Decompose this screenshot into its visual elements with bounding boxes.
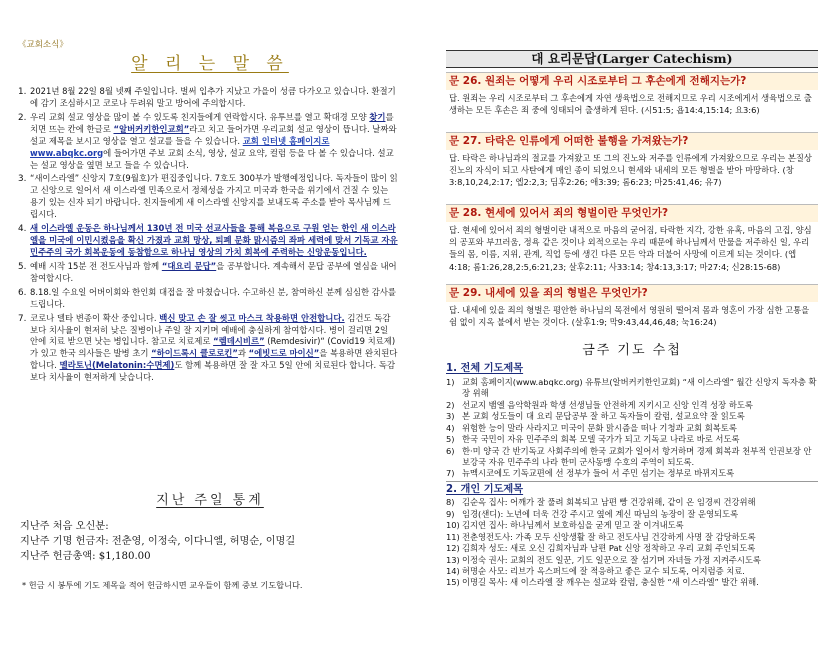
prayer-item: 9) 임경(샌디): 노년에 더욱 건강 주시고 옆에 계신 따님의 농장이 잘 운영되도록 (446, 508, 739, 519)
announcements-title: 알 리 는 말 씀 (131, 54, 289, 74)
stats-total: 지난주 헌금총액: $1,180.00 (20, 550, 151, 562)
stats-donors: 지난주 기명 헌금자: 전춘영, 이정숙, 이다니엘, 허명순, 이명길 (20, 535, 296, 547)
prayer-item: 13) 이정숙 권사: 교회의 전도 일꾼, 기도 일꾼으로 잘 섬기며 자녀들 가정 지켜주시도록 (446, 554, 761, 565)
announcement-item-7: 7. 코로나 델타 변종이 확산 중입니다. 백신 맞고 손 잘 씻고 마스크 착용하면 안전합니다. 김건도 독감보다 치사율이 현저히 낮은 질병이나 주일 잘 지키며 예배에 충실하게 참여합시다. 병이 걸리면 2일 안에 치료 받으면 낫는 병입니다. 참고로 치료제로 “렘데시비르” (Remdesivir)“ (Covid19 치료제)가 있고 한국 의사들은 발병 초기 “하이드록시 클로로킨”과 “에빗드로 마이신”을 복용하면 완치된다 합니다. 멜라토닌(Melatonin:수면제)도 함께 복용하면 잘 잘 자고 5일 안에 치료된다 합니다. 독감보다 치사율이 현저하게 낮습니다. (18, 312, 398, 383)
answer-26: 답. 원죄는 우리 시조로부터 그 후손에게 자연 생육법으로 전해지므로 우리 시조에게서 생육법으로 출생하는 모든 후손은 죄 중에 잉태되어 출생하게 된다. (시51:5; 욥14:4,15:14; 요3:6) (449, 92, 812, 116)
prayer-item: 15) 이명길 목사: 새 이스라엘 잘 깨우는 설교와 칼럼, 충실한 “새 이스라엘” 발간 위해. (446, 577, 759, 588)
prayer-item: 3) 본 교회 성도들이 대 요리 문답공부 잘 하고 독자들이 칼럼, 설교요약 잘 읽도록 (446, 411, 745, 422)
right-column (446, 50, 818, 640)
prayer-item: 12) 김희자 성도: 새로 오신 김희자님과 남편 Pat 신앙 정착하고 우리 교회 주인되도록 (446, 543, 756, 554)
catechism-qa-28 (446, 204, 818, 276)
group-prayer-list (446, 377, 818, 480)
question-26: 문 26. 원죄는 어떻게 우리 시조로부터 그 후손에게 전해지는가? (446, 72, 818, 90)
prayer-item: 8) 김순옥 집사: 어깨가 잘 풀려 회복되고 남편 빵 건강위해, 같이 온 임경씨 건강위해 (446, 497, 756, 508)
prayer-item: 14) 허명순 사모: 리브가 옥스퍼드에 잘 적응하고 좋은 교수 되도록, 어지럼증 치료. (446, 565, 745, 576)
question-29: 문 29. 내세에 있을 죄의 형벌은 무엇인가? (446, 284, 818, 302)
prayer-item: 1) 교회 홈페이지(www.abqkc.org) 유튜브(알버커키한인교회) “새 이스라엘” 월간 신앙지 독자층 확장 위해 (446, 376, 817, 399)
announcement-item-5: 5. 예배 시작 15분 전 전도사님과 함께 “대요리 문답”을 공부합니다. 계속해서 문답 공부에 열심을 내어 참여합시다. (18, 260, 397, 283)
catechism-qa-26 (446, 72, 818, 119)
answer-28: 답. 현세에 있어서 죄의 형벌이란 내적으로 마음의 굳어짐, 타락한 지각, 강한 유혹, 마음의 고집, 양심의 공포와 부끄러움, 정욕 같은 것이나 외적으로는 우리 때문에 하나님께서 만물을 저주하신 일, 우리들의 몸, 이름, 지위, 관계, 직업 등에 생긴 다른 모든 악과 더불어 사망에 이르게 되는 것이다. (엡4:18; 롬1:26,28,2:5,6:21,23; 살후2:11; 사33:14; 창4:13,3:17; 마27:4; 신28:15-68) (449, 224, 812, 272)
last-week-stats (20, 520, 295, 564)
prayer-item: 2) 선교지 뱀엘 음악학원과 학생 선생님들 안전하게 지키시고 신앙 인격 성장 하도록 (446, 399, 753, 410)
offering-footnote: * 헌금 시 봉투에 기도 제목을 적어 헌금하시면 교우들이 함께 중보 기도합니다. (22, 580, 303, 590)
group-prayer-title: 1. 전체 기도제목 (446, 363, 524, 375)
prayer-item: 11) 전춘영전도사: 가족 모두 신앙생활 잘 하고 전도사님 건강하게 사명 잘 감당하도록 (446, 531, 756, 542)
announcement-item-3: 3. “새이스라엘” 신앙지 7호(9월호)가 편집중입니다. 7호도 300부가 발행예정입니다. 독자들이 많이 읽고 신앙으로 일어서 새 이스라엘 민족으로서 정체성을 가지고 미국과 한국을 위기에서 건질 수 있는 용기 있는 신자 되기 바랍니다. 친지들에게 새 이스라엘 신앙지를 보내도록 주소를 받아 목사님께 드립시다. (18, 173, 398, 220)
stats-newcomers: 지난주 처음 오신분: (20, 521, 109, 532)
catechism-title: 대 요리문답(Larger Catechism) (446, 50, 818, 68)
church-homepage-link[interactable]: 교회 인터넷 홈페이지로 www.abqkc.org (30, 135, 330, 158)
prayer-item: 6) 한·미 양국 간 반기독교 사회주의에 한국 교회가 일어서 항거하며 경제 회복과 천부적 인권보장 안보강국 자유 민주주의 나라 한미 군사동맹 수호의 주역이 되도록. (446, 445, 812, 467)
personal-prayer-list (446, 497, 818, 589)
announcement-list (18, 86, 398, 386)
announcement-item-1: 1. 2021년 8월 22일 8월 넷째 주일입니다. 벌써 입추가 지났고 가을이 성큼 다가오고 있습니다. 환절기에 감기 조심하시고 코로나 두려워 말고 방어에 주의합시다. (18, 86, 396, 108)
question-27: 문 27. 타락은 인류에게 어떠한 불행을 가져왔는가? (446, 132, 818, 150)
announcement-item-4: 4. 새 이스라엘 운동은 하나님께서 130년 전 미국 선교사들을 통해 복음으로 구원 얻는 한인 새 이스라엘을 미국에 이민시켰음을 확신 가졌과 교회 망상, 퇴폐 문화 맑시즘의 좌파 세력에 맞서 기독교 자유 민주주의 국가 회복운동에 동참함으로 하나님 영상의 가치 회복에 주력하는 신앙운동입니다. (18, 223, 398, 257)
prayer-item: 7) 뉴멕시코에도 기독교편에 선 정부가 들어 서 주민 섬기는 정부로 바뀌지도록 (446, 468, 735, 479)
prayer-notebook-title: 금주 기도 수첩 (582, 343, 682, 358)
prayer-item: 4) 위험한 능이 말라 사라지고 미국이 문화 맑시즘을 떠나 기청과 교회 회복토록 (446, 422, 737, 433)
catechism-qa-29 (446, 284, 818, 331)
church-news-tag: 《교회소식》 (18, 40, 68, 50)
prayer-item: 10) 김지연 집사: 하나님께서 보호하심을 굳게 믿고 잘 이겨내도록 (446, 520, 684, 531)
catechism-qa-27 (446, 132, 818, 192)
prayer-item: 5) 한국 국민이 자유 민주주의 회복 모델 국가가 되고 기독교 나라로 바로 서도록 (446, 434, 740, 445)
announcement-item-6: 6. 8.18.일 수요일 어버이회와 한인회 대접을 잘 마쳤습니다. 수고하신 분, 참여하신 분께 심심한 감사를 드립니다. (18, 286, 397, 309)
announcement-item-2: 2. 우리 교회 설교 영상을 많이 볼 수 있도록 친지들에게 연락합시다. 유투브를 열고 확대경 모양 찾기를 치면 뜨는 칸에 한글로 “알버커키한인교회”라고 치고 들어가면 우리교회 설교 영상이 뜹니다. 날짜와 설교 제목을 보시고 영상을 열고 설교를 들을 수 있습니다. 교회 인터넷 홈페이지로 www.abqkc.org에 들어가면 주보 교회 소식, 영상, 설교 요약, 컬럼 등을 다 볼 수 있습니다. 설교는 설교 영상을 옆면 보고 들을 수 있습니다. (18, 111, 397, 170)
last-week-stats-title: 지난 주일 통계 (156, 493, 264, 508)
prayer-notebook (446, 342, 818, 589)
question-28: 문 28. 현세에 있어서 죄의 형벌이란 무엇인가? (446, 204, 818, 222)
answer-29: 답. 내세에 있을 죄의 형벌은 평안한 하나님의 목전에서 영원히 떨어져 몸과 영혼이 가장 심한 고통을 쉼 없이 지옥 불에서 받는 것이다. (살후1:9; 막9:43,44,46,48; 눅16:24) (449, 304, 810, 328)
personal-prayer-title: 2. 개인 기도제목 (446, 483, 524, 495)
answer-27: 답. 타락은 하나님과의 절교를 가져왔고 또 그의 진노와 저주를 인류에게 가져왔으므로 우리는 본질상 진노의 자식이 되고 사탄에게 매인 종이 되었으니 현세와 내세의 모든 형벌을 받아 마땅하다. (창3:8,10,24,2:17; 엡2:2,3; 딤후2:26; 애3:39; 롬6:23; 마25:41,46; 유7) (449, 152, 812, 188)
